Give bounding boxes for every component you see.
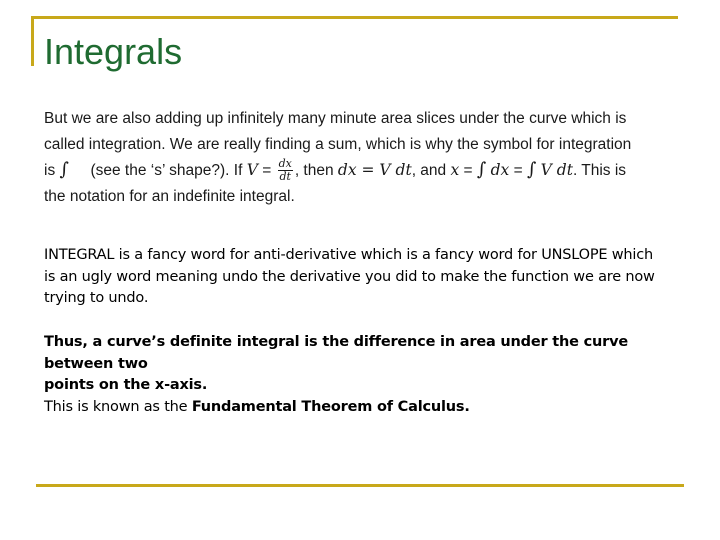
para1-line-1: INTEGRAL is a fancy word for anti-derivative which is a fancy word for UNSLOPE which xyxy=(44,247,653,263)
is-text: is xyxy=(44,162,56,179)
integral-symbol: ∫ xyxy=(59,159,69,180)
integral-vdt: V dt xyxy=(540,161,573,179)
fraction-numerator: dx xyxy=(278,157,292,171)
left-accent-line xyxy=(31,16,34,66)
known-as-text: This is known as the xyxy=(44,398,192,415)
top-accent-line xyxy=(31,16,678,19)
theorem-name: Fundamental Theorem of Calculus xyxy=(191,398,465,415)
integral-dx: dx xyxy=(490,161,510,179)
math-line-4: the notation for an indefinite integral. xyxy=(44,187,295,205)
para2-line-1: Thus, a curve’s definite integral is the difference in area under the curve between two xyxy=(44,334,628,372)
para2-line-2: points on the x-axis. xyxy=(44,377,208,393)
slide-title: Integrals xyxy=(44,31,183,72)
equals-sign: = xyxy=(257,162,276,179)
integral-definition-paragraph xyxy=(44,245,689,310)
integration-explanation xyxy=(44,106,684,209)
and-text: , and xyxy=(411,162,447,179)
dx-dt-fraction xyxy=(278,158,293,183)
para1-line-3: trying to undo. xyxy=(44,290,149,306)
velocity-variable: V xyxy=(246,161,258,179)
x-variable: x xyxy=(450,161,460,179)
bottom-accent-line xyxy=(36,484,684,487)
math-line-3: is ∫ (see the ‘s’ shape?). If V = $\frac{dx}{dt}$ , then dx = V dt, and x = ∫ dx = ∫ V dt. This is xyxy=(44,157,627,184)
see-s-shape-text: (see the ‘s’ shape?). If xyxy=(90,162,243,179)
this-is-text: . This is xyxy=(572,162,627,179)
para1-line-2: is an ugly word meaning undo the derivative you did to make the function we are now xyxy=(44,268,655,285)
differential-equation: dx = V dt xyxy=(337,161,412,179)
fundamental-theorem-paragraph xyxy=(44,332,689,418)
period: . xyxy=(464,398,470,415)
math-line-2: called integration. We are really finding a sum, which is why the symbol for integration xyxy=(44,135,632,153)
math-line-1: But we are also adding up infinitely many minute area slices under the curve which is xyxy=(44,110,627,127)
fraction-denominator: dt xyxy=(279,170,291,184)
para2-line-3 xyxy=(44,397,689,419)
then-text: , then xyxy=(294,162,334,179)
